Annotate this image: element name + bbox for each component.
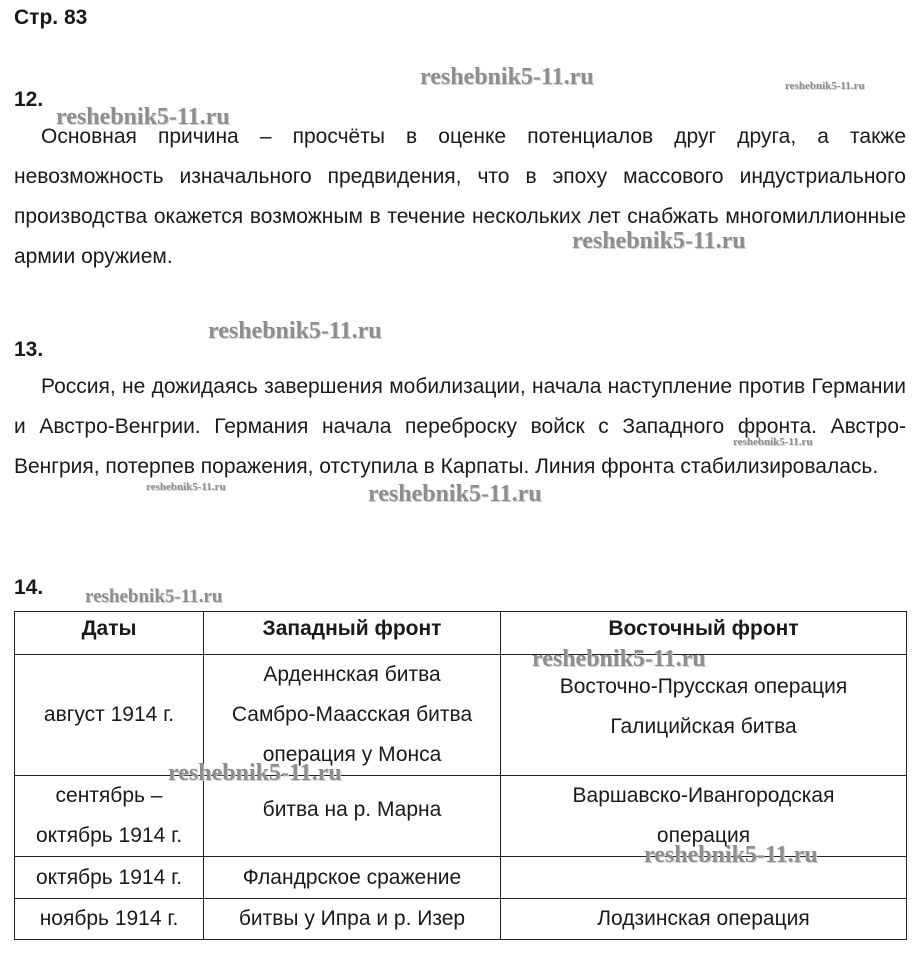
watermark: reshebnik5-11.ru xyxy=(420,64,594,90)
date-cell xyxy=(15,857,204,899)
cell-text: битвы у Ипра и р. Изер xyxy=(238,907,466,930)
watermark: reshebnik5-11.ru xyxy=(644,842,818,868)
cell-text: Арденнская битва xyxy=(263,663,441,686)
cell-text: Восточно-Прусская операция xyxy=(559,675,848,698)
watermark: reshebnik5-11.ru xyxy=(146,481,226,493)
date-cell xyxy=(15,899,204,940)
table-header-row xyxy=(15,612,907,655)
cell-text: ноябрь 1914 г. xyxy=(39,907,179,930)
watermark: reshebnik5-11.ru xyxy=(56,104,230,130)
table-row xyxy=(15,899,907,940)
page-title: Стр. 83 xyxy=(14,6,88,29)
question-13-number: 13. xyxy=(14,338,44,361)
watermark: reshebnik5-11.ru xyxy=(785,80,865,92)
cell-text: сентябрь – xyxy=(55,784,163,807)
header-dates: Даты xyxy=(15,612,204,655)
watermark: reshebnik5-11.ru xyxy=(168,760,342,786)
question-12-answer: Основная причина – просчёты в оценке потенциалов друг друга, а также невозможность изначального предвидения, что в эпоху массового индустриального производства окажется возможным в течение нескольких лет снабжать многомиллионные армии оружием. xyxy=(14,125,906,268)
cell-text: Лодзинская операция xyxy=(597,907,810,930)
watermark: reshebnik5-11.ru xyxy=(532,646,706,672)
cell-text: операция xyxy=(656,824,751,847)
west-front-cell xyxy=(204,899,501,940)
header-east-front: Восточный фронт xyxy=(501,612,907,655)
west-front-cell xyxy=(204,776,501,857)
cell-text: битва на р. Марна xyxy=(262,798,442,821)
cell-text: октябрь 1914 г. xyxy=(35,865,183,889)
date-cell xyxy=(15,655,204,776)
watermark: reshebnik5-11.ru xyxy=(733,436,813,448)
cell-text: Самбро-Маасская битва xyxy=(231,703,473,726)
cell-text: Варшавско-Ивангородская xyxy=(572,784,835,807)
west-front-cell xyxy=(204,655,501,776)
watermark: reshebnik5-11.ru xyxy=(368,481,542,507)
watermark: reshebnik5-11.ru xyxy=(85,586,223,607)
cell-text: Фландрское сражение xyxy=(242,865,462,889)
question-12-number: 12. xyxy=(14,88,44,111)
east-front-cell xyxy=(501,899,907,940)
fronts-table xyxy=(14,611,907,940)
question-14-number: 14. xyxy=(14,576,44,599)
cell-text: октябрь 1914 г. xyxy=(35,824,183,847)
cell-text: август 1914 г. xyxy=(43,703,175,726)
header-west-front: Западный фронт xyxy=(204,612,501,655)
date-cell xyxy=(15,776,204,857)
table-row xyxy=(15,655,907,776)
west-front-cell xyxy=(204,857,501,899)
cell-text: операция у Монса xyxy=(262,743,442,766)
cell-text: Галицийская битва xyxy=(610,715,797,738)
watermark: reshebnik5-11.ru xyxy=(208,318,382,344)
watermark: reshebnik5-11.ru xyxy=(572,228,746,254)
question-13-answer: Россия, не дожидаясь завершения мобилизации, начала наступление против Германии и Австро-Венгрии. Германия начала переброску войск с Западного фронта. Австро-Венгрия, потерпев поражения, отступила в Карпаты. Линия фронта стабилизировалась. xyxy=(14,375,906,478)
